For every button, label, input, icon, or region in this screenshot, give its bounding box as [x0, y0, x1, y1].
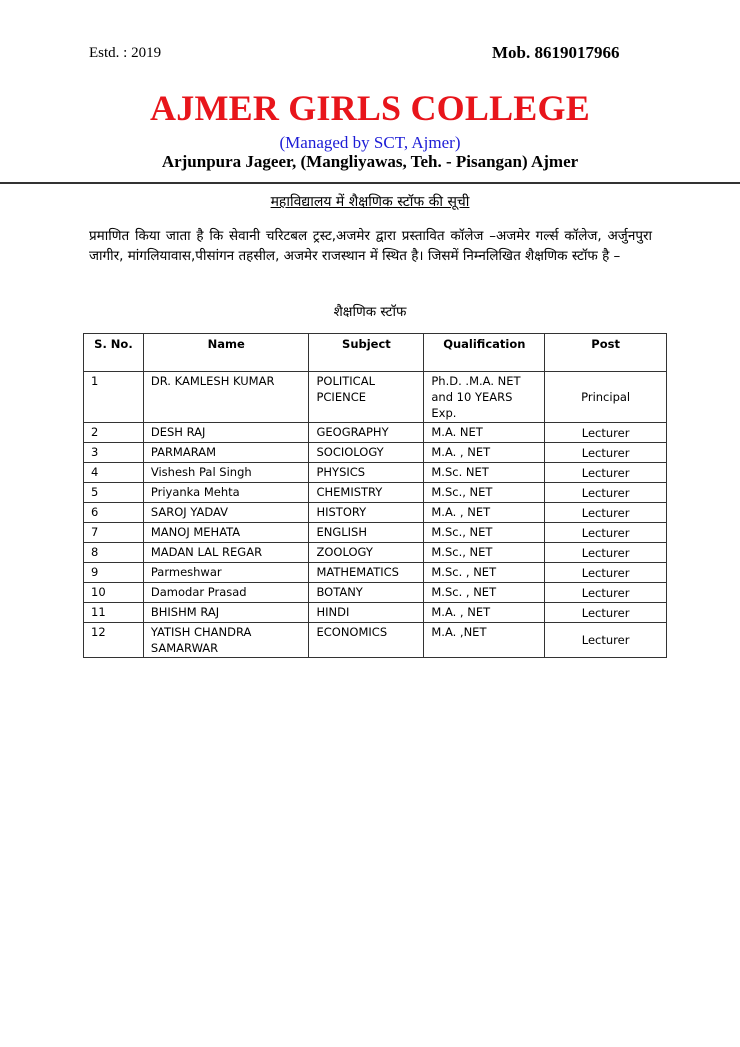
cell-sno: 2 — [84, 423, 144, 443]
cell-subject: ENGLISH — [309, 523, 424, 543]
cell-name: MANOJ MEHATA — [143, 523, 309, 543]
cell-name: DESH RAJ — [143, 423, 309, 443]
cell-subject: HISTORY — [309, 503, 424, 523]
cell-qualification: M.Sc. NET — [424, 463, 545, 483]
cell-sno: 1 — [84, 372, 144, 423]
cell-sno: 8 — [84, 543, 144, 563]
cell-post: Lecturer — [545, 463, 667, 483]
cell-qualification: M.Sc., NET — [424, 523, 545, 543]
cell-sno: 10 — [84, 583, 144, 603]
header-subject: Subject — [309, 334, 424, 372]
cell-sno: 7 — [84, 523, 144, 543]
cell-sno: 3 — [84, 443, 144, 463]
cell-post: Lecturer — [545, 603, 667, 623]
cell-post: Lecturer — [545, 583, 667, 603]
cell-name: Damodar Prasad — [143, 583, 309, 603]
cell-name: YATISH CHANDRA SAMARWAR — [143, 623, 309, 658]
table-row — [84, 503, 667, 523]
cell-sno: 11 — [84, 603, 144, 623]
cell-name: DR. KAMLESH KUMAR — [143, 372, 309, 423]
table-row — [84, 372, 667, 423]
cell-post: Lecturer — [545, 543, 667, 563]
cell-subject: ZOOLOGY — [309, 543, 424, 563]
cell-name: BHISHM RAJ — [143, 603, 309, 623]
cell-subject: GEOGRAPHY — [309, 423, 424, 443]
certification-paragraph: प्रमाणित किया जाता है कि सेवानी चरिटबल ट्रस्ट,अजमेर द्वारा प्रस्तावित कॉलेज –अजमेर गर्ल्स कॉलेज, अर्जुनपुरा जागीर, मांगलियावास,पीसांगन तहसील, अजमेर राजस्थान में स्थित है। जिसमें निम्नलिखित शैक्षणिक स्टॉफ है – — [89, 228, 652, 264]
cell-qualification: M.A. , NET — [424, 443, 545, 463]
header-divider — [0, 182, 740, 184]
cell-subject: HINDI — [309, 603, 424, 623]
table-row — [84, 443, 667, 463]
header-qualification: Qualification — [424, 334, 545, 372]
cell-subject: MATHEMATICS — [309, 563, 424, 583]
cell-qualification: M.A. NET — [424, 423, 545, 443]
cell-qualification: Ph.D. .M.A. NET and 10 YEARS Exp. — [424, 372, 545, 423]
cell-post: Lecturer — [545, 503, 667, 523]
table-row — [84, 483, 667, 503]
document-heading-text: महाविद्यालय में शैक्षणिक स्टॉफ की सूची — [270, 194, 470, 210]
cell-sno: 4 — [84, 463, 144, 483]
header-sno: S. No. — [84, 334, 144, 372]
table-row — [84, 543, 667, 563]
table-row — [84, 423, 667, 443]
managed-by: (Managed by SCT, Ajmer) — [279, 133, 461, 152]
table-row — [84, 603, 667, 623]
header-post: Post — [545, 334, 667, 372]
mobile-number: Mob. 8619017966 — [492, 43, 620, 62]
college-address: Arjunpura Jageer, (Mangliyawas, Teh. - Pisangan) Ajmer — [161, 152, 579, 171]
cell-name: Vishesh Pal Singh — [143, 463, 309, 483]
cell-qualification: M.Sc., NET — [424, 543, 545, 563]
cell-qualification: M.Sc. , NET — [424, 583, 545, 603]
cell-qualification: M.Sc. , NET — [424, 563, 545, 583]
cell-post: Lecturer — [545, 623, 667, 658]
cell-subject: ECONOMICS — [309, 623, 424, 658]
header-name: Name — [143, 334, 309, 372]
cell-post: Lecturer — [545, 483, 667, 503]
cell-sno: 9 — [84, 563, 144, 583]
cell-sno: 5 — [84, 483, 144, 503]
table-header-row — [84, 334, 667, 372]
table-row — [84, 523, 667, 543]
table-row — [84, 583, 667, 603]
cell-qualification: M.Sc., NET — [424, 483, 545, 503]
cell-post: Lecturer — [545, 443, 667, 463]
cell-post: Principal — [545, 372, 667, 423]
cell-name: MADAN LAL REGAR — [143, 543, 309, 563]
cell-subject: SOCIOLOGY — [309, 443, 424, 463]
cell-subject: PHYSICS — [309, 463, 424, 483]
cell-name: SAROJ YADAV — [143, 503, 309, 523]
table-row — [84, 623, 667, 658]
cell-subject: CHEMISTRY — [309, 483, 424, 503]
cell-qualification: M.A. , NET — [424, 503, 545, 523]
cell-qualification: M.A. , NET — [424, 603, 545, 623]
cell-subject: POLITICAL PCIENCE — [309, 372, 424, 423]
cell-sno: 6 — [84, 503, 144, 523]
cell-name: Priyanka Mehta — [143, 483, 309, 503]
cell-post: Lecturer — [545, 563, 667, 583]
cell-name: PARMARAM — [143, 443, 309, 463]
table-row — [84, 463, 667, 483]
cell-qualification: M.A. ,NET — [424, 623, 545, 658]
staff-subheading: शैक्षणिक स्टॉफ — [333, 304, 407, 320]
cell-subject: BOTANY — [309, 583, 424, 603]
cell-name: Parmeshwar — [143, 563, 309, 583]
staff-table — [83, 333, 667, 658]
cell-post: Lecturer — [545, 523, 667, 543]
table-row — [84, 563, 667, 583]
cell-sno: 12 — [84, 623, 144, 658]
cell-post: Lecturer — [545, 423, 667, 443]
college-name: AJMER GIRLS COLLEGE — [150, 88, 590, 128]
established-year: Estd. : 2019 — [89, 45, 162, 61]
document-heading — [0, 192, 740, 211]
